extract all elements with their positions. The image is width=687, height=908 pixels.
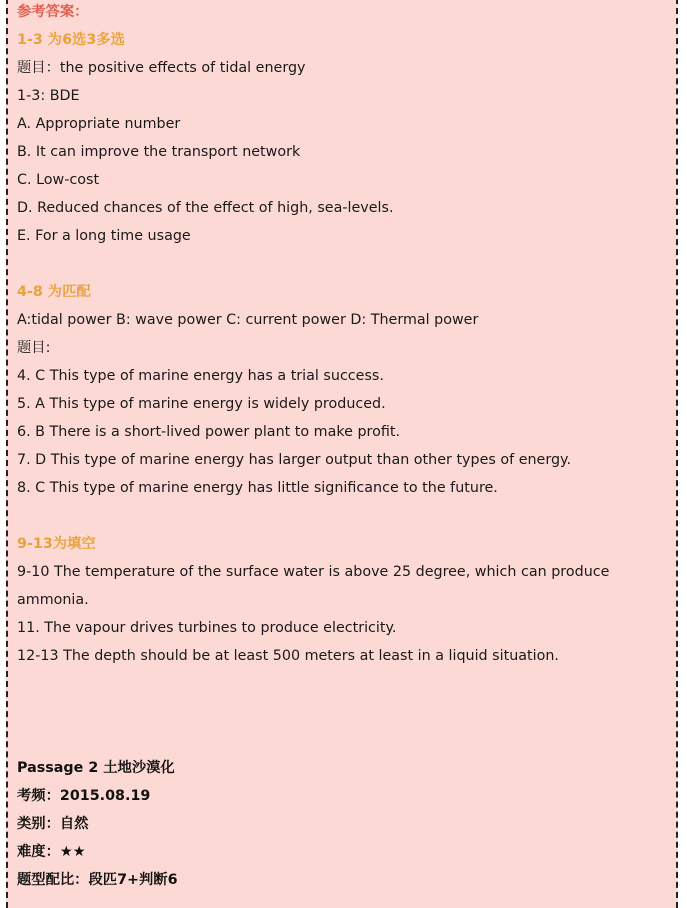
matching-choices: A:tidal power B: wave power C: current power D: Thermal power	[17, 312, 479, 328]
passage-question-types: 题型配比：段匹7+判断6	[17, 872, 178, 888]
matching-item-7: 7. D This type of marine energy has larger output than other types of energy.	[17, 452, 572, 468]
section-heading-9-13: 9-13为填空	[17, 536, 96, 552]
answer-title: 参考答案：	[17, 4, 89, 20]
spacer	[17, 502, 668, 530]
passage-category: 类别：自然	[17, 816, 89, 832]
matching-item-8: 8. C This type of marine energy has little significance to the future.	[17, 480, 498, 496]
section1-answer: 1-3: BDE	[17, 88, 80, 104]
option-b: B. It can improve the transport network	[17, 144, 301, 160]
option-d: D. Reduced chances of the effect of high, sea-levels.	[17, 200, 394, 216]
fill-item-12-13: 12-13 The depth should be at least 500 meters at least in a liquid situation.	[17, 648, 559, 664]
matching-item-4: 4. C This type of marine energy has a trial success.	[17, 368, 384, 384]
answer-panel	[6, 0, 678, 908]
passage-difficulty: 难度：★★	[17, 844, 86, 860]
section1-topic: 题目：the positive effects of tidal energy	[17, 60, 306, 76]
passage-title: Passage 2 土地沙漠化	[17, 760, 175, 776]
option-e: E. For a long time usage	[17, 228, 191, 244]
option-a: A. Appropriate number	[17, 116, 181, 132]
spacer	[17, 726, 668, 754]
spacer	[17, 698, 668, 726]
matching-item-5: 5. A This type of marine energy is widely produced.	[17, 396, 386, 412]
section2-topic: 题目:	[17, 340, 51, 356]
section-heading-4-8: 4-8 为匹配	[17, 284, 91, 300]
option-c: C. Low-cost	[17, 172, 100, 188]
fill-item-11: 11. The vapour drives turbines to produce electricity.	[17, 620, 397, 636]
answer-content	[17, 0, 668, 894]
passage-date: 考频：2015.08.19	[17, 788, 151, 804]
spacer	[17, 670, 668, 698]
matching-item-6: 6. B There is a short-lived power plant to make profit.	[17, 424, 401, 440]
spacer	[17, 250, 668, 278]
section-heading-1-3: 1-3 为6选3多选	[17, 32, 125, 48]
fill-item-9-10: 9-10 The temperature of the surface water is above 25 degree, which can produce ammonia.	[17, 564, 610, 608]
